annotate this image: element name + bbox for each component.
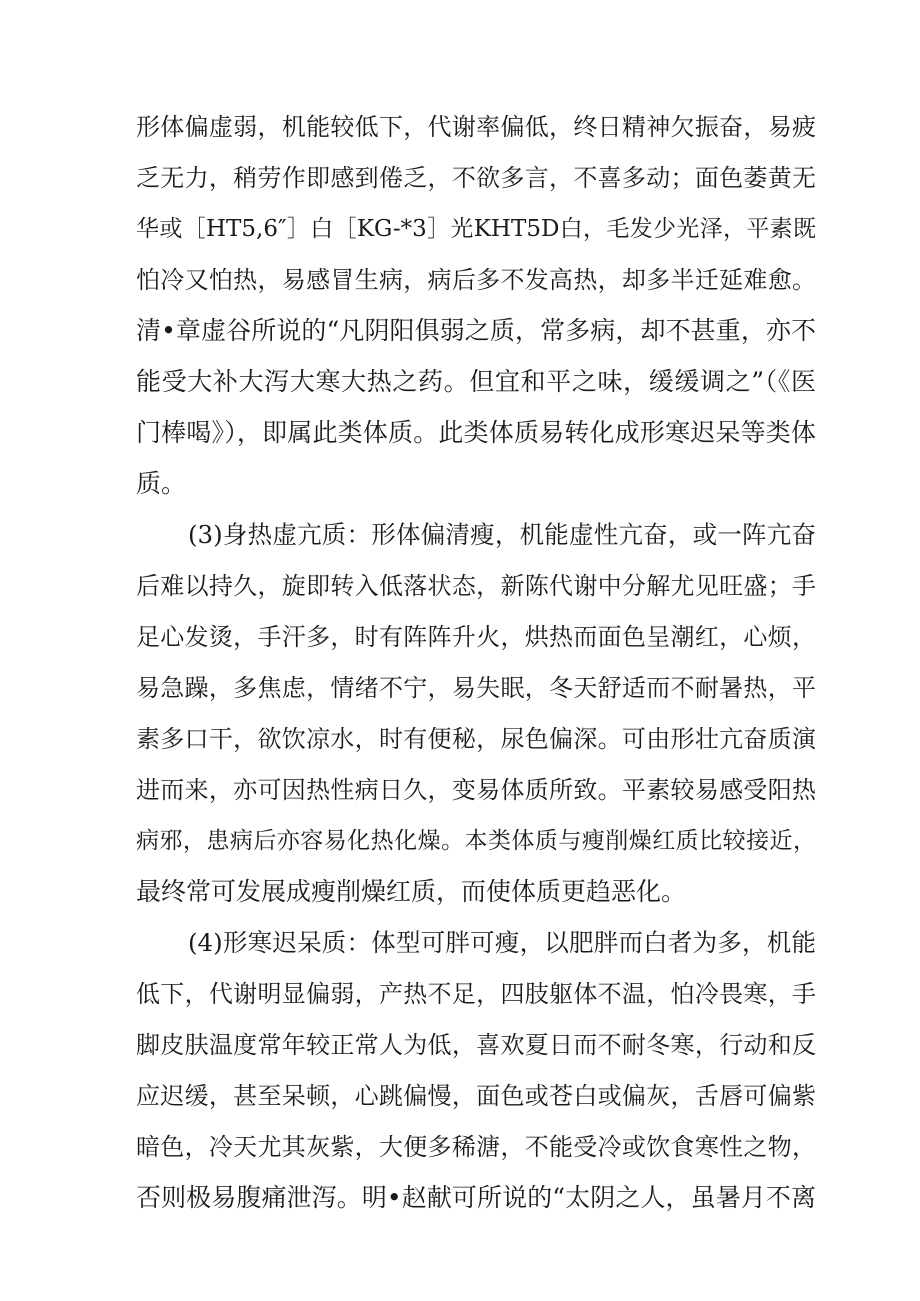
text-line: 质。 (136, 469, 187, 498)
text-line: 否则极易腹痛泄泻。明•赵献可所说的“太阴之人，虽暑月不离 (136, 1183, 816, 1212)
text-line: 华或［HT5,6″］白［KG-*3］光KHT5D白，毛发少光泽，平素既 (136, 216, 816, 242)
paragraph-first-line: (3)身热虚亢质：形体偏清瘦，机能虚性亢奋，或一阵亢奋 (188, 520, 816, 549)
text-line: 后难以持久，旋即转入低落状态，新陈代谢中分解尤见旺盛；手 (136, 572, 816, 600)
text-line: 怕冷又怕热，易感冒生病，病后多不发高热，却多半迁延难愈。 (136, 266, 816, 294)
text-line: 进而来，亦可因热性病日久，变易体质所致。平素较易感受阳热 (136, 776, 816, 804)
text-line: 脚皮肤温度常年较正常人为低，喜欢夏日而不耐冬寒，行动和反 (136, 1031, 816, 1059)
text-line: 能受大补大泻大寒大热之药。但宜和平之味，缓缓调之”（《医 (136, 367, 816, 396)
text-line: 素多口干，欲饮凉水，时有便秘，尿色偏深。可由形壮亢奋质演 (136, 725, 816, 753)
text-line: 最终常可发展成瘦削燥红质，而使体质更趋恶化。 (136, 877, 687, 906)
paragraph-first-line: (4)形寒迟呆质：体型可胖可瘦，以肥胖而白者为多，机能 (188, 928, 816, 957)
text-line: 易急躁，多焦虑，情绪不宁，易失眠，冬天舒适而不耐暑热，平 (136, 674, 816, 702)
text-line: 乏无力，稍劳作即感到倦乏，不欲多言，不喜多动；面色萎黄无 (136, 164, 816, 192)
text-line: 足心发烫，手汗多，时有阵阵升火，烘热而面色呈潮红，心烦， (136, 623, 816, 651)
text-line: 应迟缓，甚至呆顿，心跳偏慢，面色或苍白或偏灰，舌唇可偏紫 (136, 1082, 816, 1110)
text-line: 病邪，患病后亦容易化热化燥。本类体质与瘦削燥红质比较接近， (136, 828, 816, 854)
text-line: 暗色，冷天尤其灰紫，大便多稀溏，不能受冷或饮食寒性之物， (136, 1133, 816, 1161)
text-line: 门棒喝》），即属此类体质。此类体质易转化成形寒迟呆等类体 (136, 418, 816, 447)
text-line: 低下，代谢明显偏弱，产热不足，四肢躯体不温，怕冷畏寒，手 (136, 980, 816, 1008)
text-line: 形体偏虚弱，机能较低下，代谢率偏低，终日精神欠振奋，易疲 (136, 113, 816, 141)
text-line: 清•章虚谷所说的“凡阴阳俱弱之质，常多病，却不甚重，亦不 (136, 316, 816, 345)
